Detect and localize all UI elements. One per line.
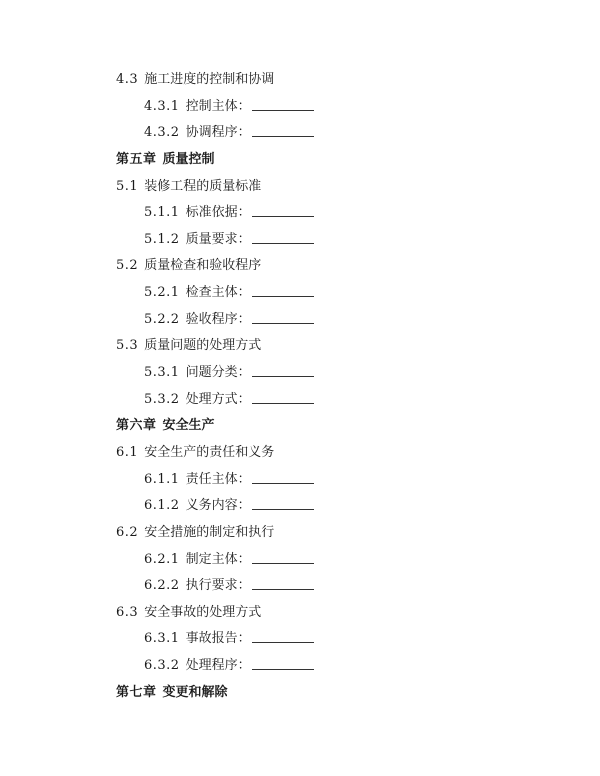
item-number: 5.3.2 [144,391,180,407]
chapter-heading [0,147,600,174]
subsection-item [0,307,600,334]
subsection-item [0,493,600,520]
item-number: 5.3.1 [144,365,180,381]
item-number: 5.1 [116,178,139,194]
fill-in-blank-line[interactable] [252,497,314,510]
fill-in-blank-line[interactable] [252,657,314,670]
subsection-item [0,547,600,574]
fill-in-blank-line[interactable] [252,311,314,324]
item-text: 安全措施的制定和执行 [144,524,275,540]
item-text: 协调程序： [185,125,251,141]
fill-in-blank-line[interactable] [252,124,314,137]
fill-in-blank-line[interactable] [252,391,314,404]
item-number: 6.2 [116,524,139,540]
item-number: 6.3.2 [144,658,180,674]
item-text: 装修工程的质量标准 [144,178,262,194]
fill-in-blank-line[interactable] [252,231,314,244]
chapter-heading [0,680,600,707]
item-text: 责任主体： [185,471,251,487]
section-heading [0,520,600,547]
chapter-heading [0,413,600,440]
item-text: 施工进度的控制和协调 [144,72,275,87]
fill-in-blank-line[interactable] [252,284,314,297]
fill-in-blank-line[interactable] [252,98,314,111]
item-text: 质量问题的处理方式 [144,338,262,354]
document-page [0,67,600,706]
item-text: 质量检查和验收程序 [144,258,262,274]
item-number: 6.1 [116,444,139,460]
item-text: 制定主体： [185,551,251,567]
item-number: 6.2.1 [144,551,180,567]
fill-in-blank-line[interactable] [252,630,314,643]
subsection-item [0,387,600,414]
fill-in-blank-line[interactable] [252,577,314,590]
item-text: 验收程序： [185,311,251,327]
subsection-item [0,653,600,680]
item-number: 6.2.2 [144,578,180,594]
item-number: 5.2.1 [144,285,180,301]
section-heading [0,600,600,627]
section-heading [0,253,600,280]
subsection-item [0,200,600,227]
item-text: 质量控制 [162,151,215,167]
section-heading [0,67,600,94]
item-text: 检查主体： [185,285,251,301]
item-number: 5.2.2 [144,311,180,327]
item-number: 第六章 [116,418,157,434]
item-text: 处理方式： [185,391,251,407]
item-number: 4.3.1 [144,98,180,114]
item-text: 事故报告： [185,631,251,647]
item-number: 5.2 [116,258,139,274]
item-number: 5.3 [116,338,139,354]
item-number: 6.1.2 [144,498,180,514]
subsection-item [0,573,600,600]
section-heading [0,333,600,360]
item-number: 4.3.2 [144,125,180,141]
item-number: 4.3 [116,72,139,87]
fill-in-blank-line[interactable] [252,204,314,217]
item-text: 安全生产的责任和义务 [144,444,275,460]
fill-in-blank-line[interactable] [252,364,314,377]
item-number: 第五章 [116,151,157,167]
item-text: 执行要求： [185,578,251,594]
item-text: 问题分类： [185,365,251,381]
item-number: 6.3.1 [144,631,180,647]
item-text: 控制主体： [185,98,251,114]
subsection-item [0,467,600,494]
subsection-item [0,280,600,307]
subsection-item [0,626,600,653]
document-outline [0,67,600,706]
item-text: 标准依据： [185,205,251,221]
item-number: 5.1.2 [144,231,180,247]
subsection-item [0,120,600,147]
item-text: 处理程序： [185,658,251,674]
fill-in-blank-line[interactable] [252,471,314,484]
subsection-item [0,360,600,387]
section-heading [0,440,600,467]
item-text: 安全事故的处理方式 [144,604,262,620]
item-text: 质量要求： [185,231,251,247]
subsection-item [0,227,600,254]
section-heading [0,174,600,201]
item-text: 变更和解除 [162,684,228,700]
item-number: 5.1.1 [144,205,180,221]
item-number: 6.3 [116,604,139,620]
fill-in-blank-line[interactable] [252,551,314,564]
item-text: 义务内容： [185,498,251,514]
item-text: 安全生产 [162,418,215,434]
subsection-item [0,94,600,121]
item-number: 6.1.1 [144,471,180,487]
item-number: 第七章 [116,684,157,700]
